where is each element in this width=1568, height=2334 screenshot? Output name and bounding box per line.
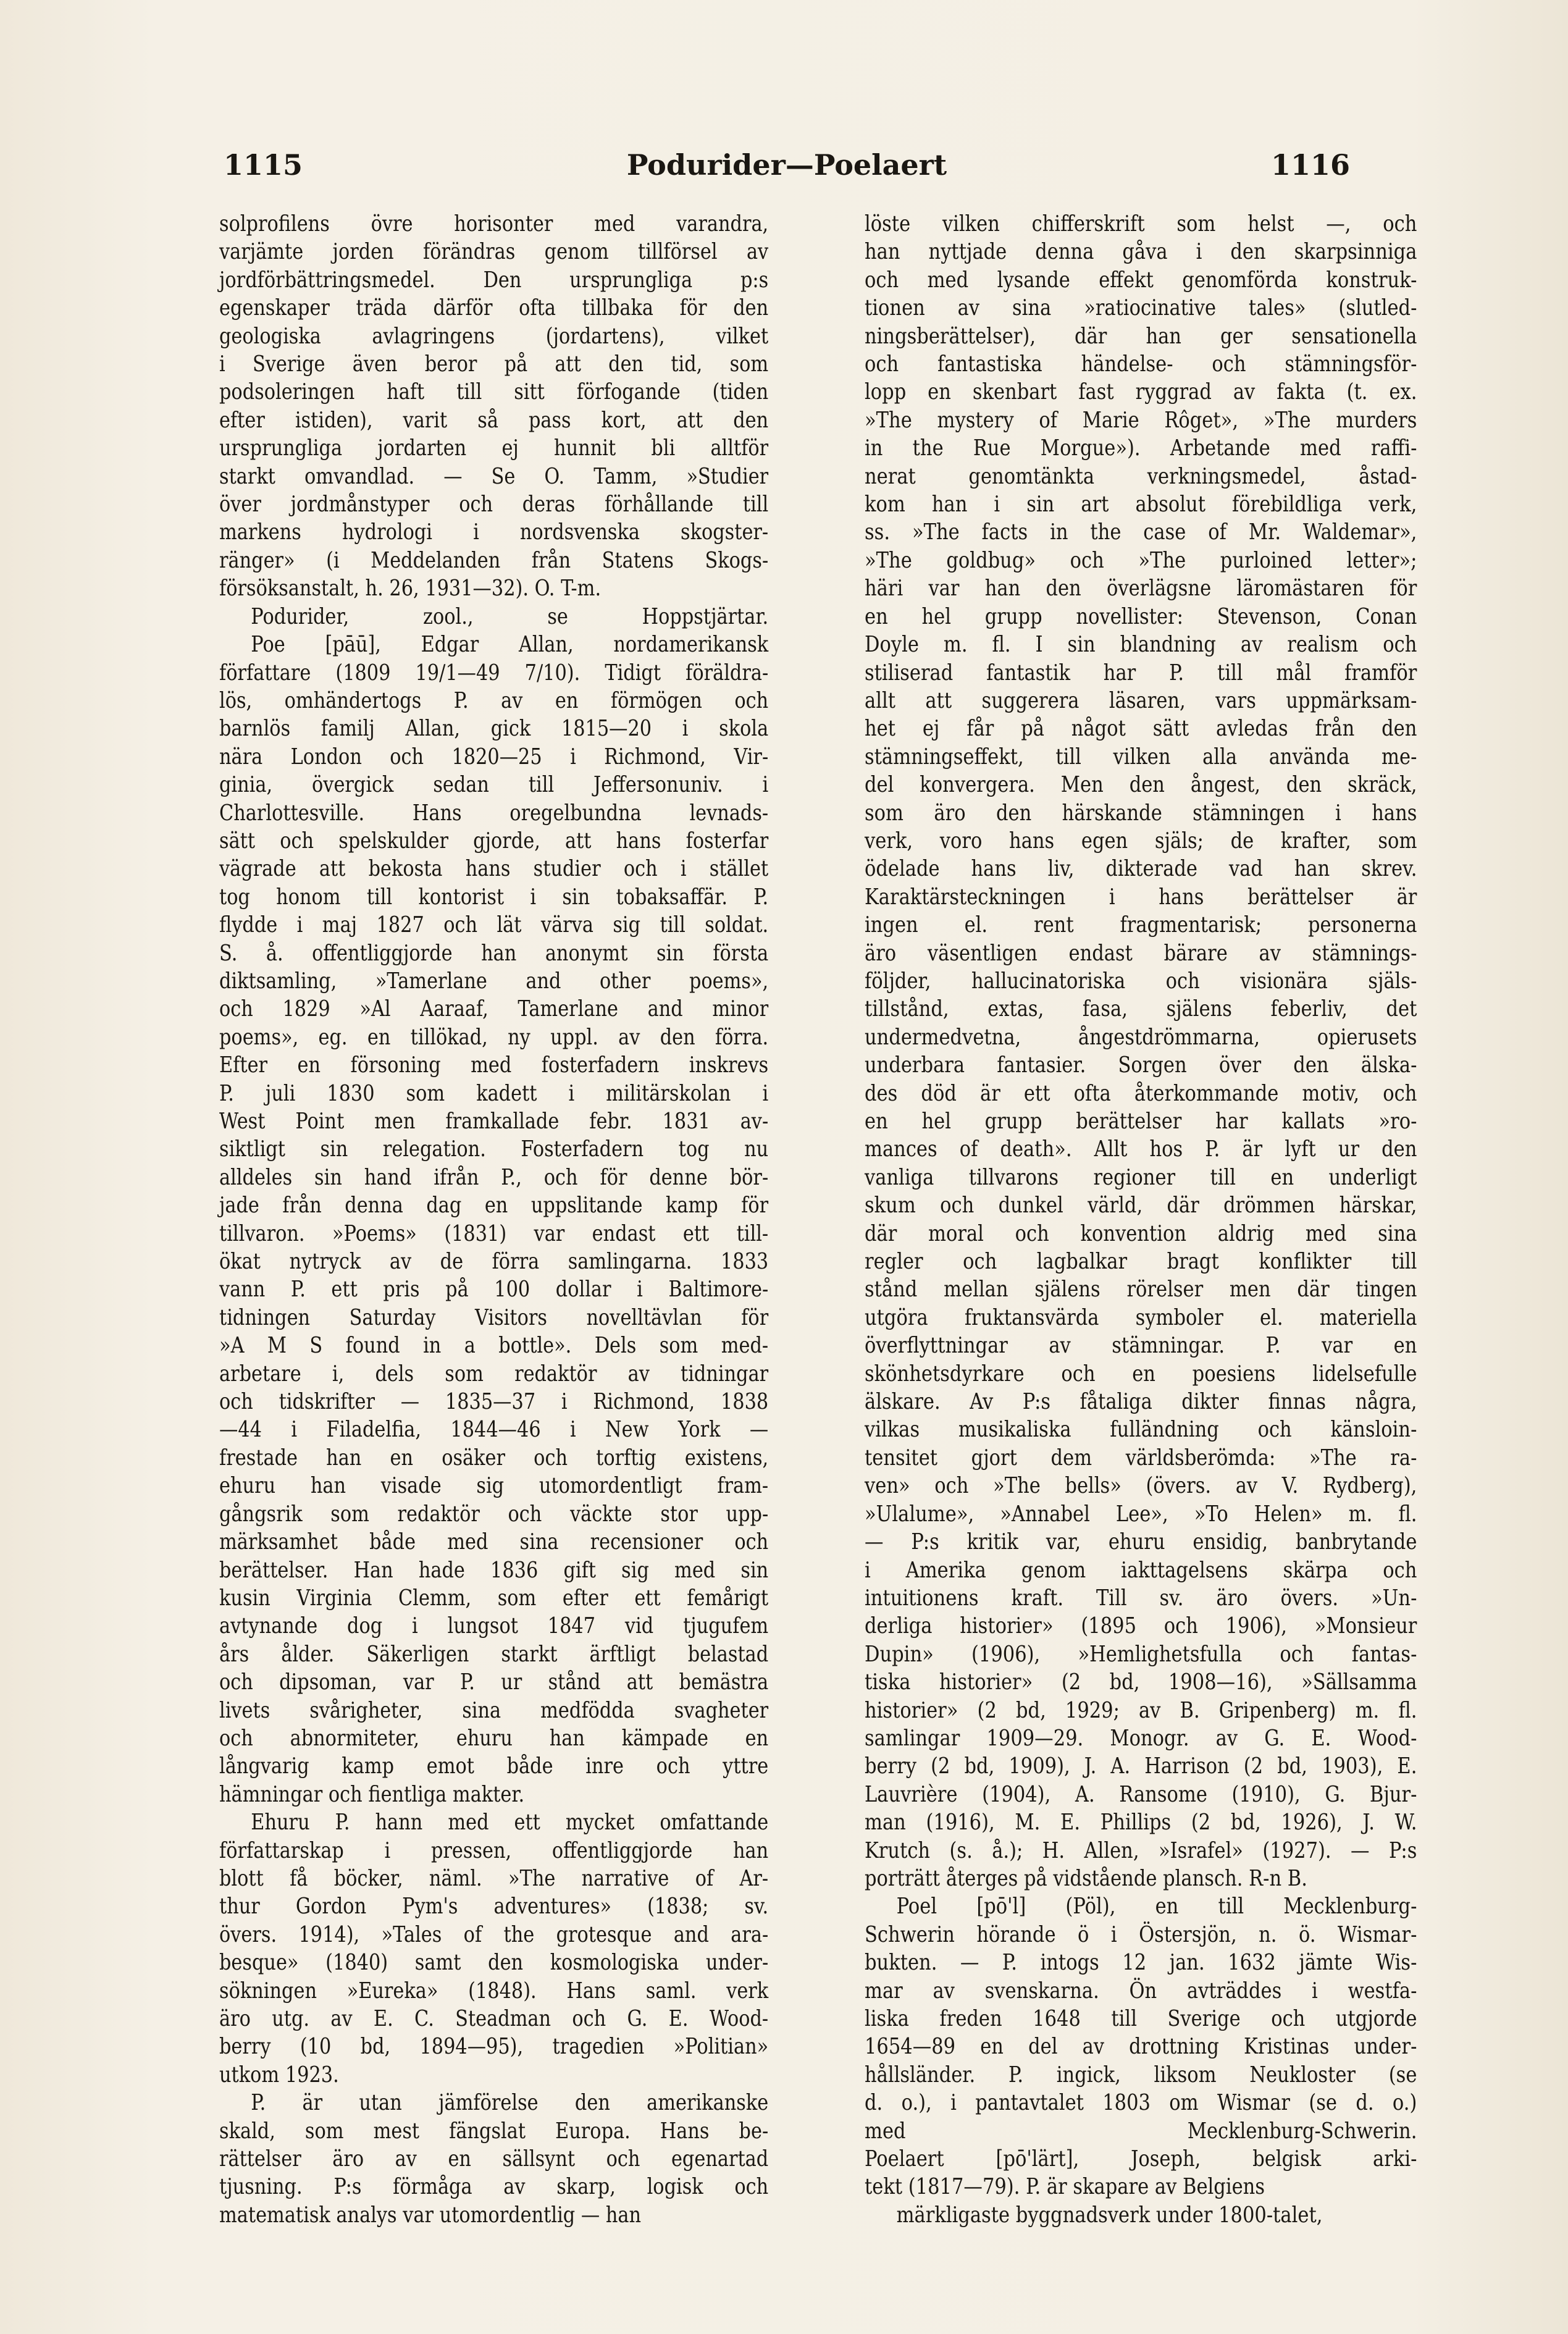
text-line: nerat genomtänkta verkningsmedel, åstad-	[865, 463, 1417, 489]
text-line: Krutch (s. å.); H. Allen, »Israfel» (1927). — P:s	[865, 1837, 1417, 1863]
text-line: Dupin» (1906), »Hemlighetsfulla och fantas-	[865, 1641, 1417, 1667]
text-line: utkom 1923.	[219, 2062, 339, 2088]
text-line: Ehuru P. hann med ett mycket omfattande	[251, 1810, 769, 1836]
text-line: »The mystery of Marie Rôget», »The murders	[865, 407, 1417, 433]
text-line: P. juli 1830 som kadett i militärskolan i	[219, 1080, 769, 1106]
text-line: man (1916), M. E. Phillips (2 bd, 1926), J. W.	[865, 1810, 1417, 1836]
text-line: undermedvetna, ångestdrömmarna, opierusets	[865, 1024, 1417, 1050]
text-line: liska freden 1648 till Sverige och utgjorde	[865, 2006, 1417, 2031]
text-line: flydde i maj 1827 och lät värva sig till soldat.	[219, 912, 769, 938]
text-line: blott få böcker, näml. »The narrative of Ar-	[219, 1865, 769, 1891]
text-line: rättelser äro av en sällsynt och egenartad	[219, 2146, 769, 2172]
text-line: märksamhet både med sina recensioner och	[219, 1529, 769, 1555]
text-line: mances of death». Allt hos P. är lyft ur den	[865, 1136, 1417, 1162]
left-column	[219, 210, 768, 2229]
text-line: utgöra fruktansvärda symboler el. materiella	[865, 1304, 1417, 1330]
text-line: ränger» (i Meddelanden från Statens Skogs-	[219, 547, 769, 573]
text-line: avtynande dog i lungsot 1847 vid tjugufem	[219, 1613, 769, 1639]
text-line: och abnormiteter, ehuru han kämpade en	[219, 1725, 769, 1751]
text-line: poems», eg. en tillökad, ny uppl. av den förra.	[219, 1024, 769, 1050]
text-line: mar av svenskarna. Ön avträddes i westfa-	[865, 1978, 1417, 2004]
text-line: berry (2 bd, 1909), J. A. Harrison (2 bd, 1903), E.	[865, 1753, 1417, 1779]
page-number-left: 1115	[224, 148, 303, 182]
text-line: en hel grupp novellister: Stevenson, Conan	[865, 603, 1417, 629]
text-line: häri var han den överlägsne läromästaren för	[865, 576, 1417, 602]
text-line: ss. »The facts in the case of Mr. Waldemar»,	[865, 519, 1417, 545]
text-line: alldeles sin hand ifrån P., och för denne bör-	[219, 1164, 769, 1190]
text-line: en hel grupp berättelser har kallats »ro-	[865, 1109, 1417, 1134]
text-line: del konvergera. Men den ångest, den skräck,	[865, 772, 1417, 798]
text-line: författare (1809 19/1—49 7/10). Tidigt föräldra-	[219, 660, 769, 686]
text-line: lopp en skenbart fast ryggrad av fakta (t. ex.	[865, 379, 1417, 405]
text-line: ginia, övergick sedan till Jeffersonuniv. i	[219, 772, 769, 798]
text-line: historier» (2 bd, 1929; av B. Gripenberg) m. fl.	[865, 1697, 1417, 1723]
text-line: lös, omhändertogs P. av en förmögen och	[219, 687, 769, 713]
text-line: barnlös familj Allan, gick 1815—20 i skola	[219, 716, 769, 742]
text-line: tionen av sina »ratiocinative tales» (slutled-	[865, 295, 1417, 321]
text-line: tillstånd, extas, fasa, själens feberliv, det	[865, 996, 1417, 1022]
text-line: han nyttjade denna gåva i den skarpsinniga	[865, 239, 1417, 265]
text-line: Efter en försoning med fosterfadern inskrevs	[219, 1052, 769, 1078]
text-line: Podurider, zool., se Hoppstjärtar.	[251, 603, 769, 629]
text-line: hållsländer. P. ingick, liksom Neukloster (se	[865, 2062, 1417, 2088]
text-line: bukten. — P. intogs 12 jan. 1632 jämte Wis-	[865, 1950, 1417, 1976]
text-line: Poe [pāū], Edgar Allan, nordamerikansk	[251, 632, 769, 658]
text-line: porträtt återges på vidstående plansch. R-n B.	[865, 1865, 1307, 1891]
text-line: tidningen Saturday Visitors novelltävlan för	[219, 1304, 769, 1330]
text-line: vanliga tillvarons regioner till en underligt	[865, 1164, 1417, 1190]
text-line: derliga historier» (1895 och 1906), »Monsieur	[865, 1613, 1417, 1639]
text-line: Lauvrière (1904), A. Ransome (1910), G. Bjur-	[865, 1781, 1417, 1807]
text-line: markens hydrologi i nordsvenska skogster-	[219, 519, 769, 545]
text-line: och 1829 »Al Aaraaf, Tamerlane and minor	[219, 996, 769, 1022]
text-line: — P:s kritik var, ehuru ensidig, banbrytande	[865, 1529, 1417, 1555]
text-line: tillvaron. »Poems» (1831) var endast ett till-	[219, 1220, 769, 1246]
text-line: egenskaper träda därför ofta tillbaka för den	[219, 295, 769, 321]
text-line: stiliserad fantastik har P. till mål framför	[865, 660, 1417, 686]
text-line: »The goldbug» och »The purloined letter»;	[865, 547, 1417, 573]
text-line: regler och lagbalkar bragt konflikter till	[865, 1249, 1417, 1275]
text-line: ökat nytryck av de förra samlingarna. 1833	[219, 1249, 769, 1275]
text-line: geologiska avlagringens (jordartens), vilket	[219, 323, 769, 349]
text-line: över jordmånstyper och deras förhållande till	[219, 492, 769, 518]
text-line: berry (10 bd, 1894—95), tragedien »Politian»	[219, 2034, 769, 2060]
text-line: arbetare i, dels som redaktör av tidningar	[219, 1361, 769, 1387]
text-line: matematisk analys var utomordentlig — han	[219, 2202, 642, 2228]
text-line: sökningen »Eureka» (1848). Hans saml. verk	[219, 1978, 769, 2004]
text-line: och tidskrifter — 1835—37 i Richmond, 1838	[219, 1389, 769, 1415]
text-line: West Point men framkallade febr. 1831 av-	[219, 1109, 769, 1134]
text-line: skönhetsdyrkare och en poesiens lidelsefulle	[865, 1361, 1417, 1387]
text-line: allt att suggerera läsaren, vars uppmärksam-	[865, 687, 1417, 713]
text-line: »Ulalume», »Annabel Lee», »To Helen» m. fl.	[865, 1501, 1417, 1527]
text-line: Charlottesville. Hans oregelbundna levnads-	[219, 800, 769, 826]
text-line: siktligt sin relegation. Fosterfadern tog nu	[219, 1136, 769, 1162]
text-line: överflyttningar av stämningar. P. var en	[865, 1333, 1417, 1359]
text-line: tog honom till kontorist i sin tobaksaffär. P.	[219, 884, 769, 910]
text-line: besque» (1840) samt den kosmologiska under-	[219, 1950, 769, 1976]
text-line: underbara fantasier. Sorgen över den älska-	[865, 1052, 1417, 1078]
text-line: och fantastiska händelse- och stämningsför-	[865, 351, 1417, 377]
text-line: S. å. offentliggjorde han anonymt sin första	[219, 940, 769, 966]
text-line: ehuru han visade sig utomordentligt fram-	[219, 1473, 769, 1499]
text-line: berättelser. Han hade 1836 gift sig med sin	[219, 1557, 769, 1583]
text-line: märkligaste byggnadsverk under 1800-talet,	[896, 2202, 1323, 2228]
text-line: des död är ett ofta återkommande motiv, och	[865, 1080, 1417, 1106]
page-header	[217, 148, 1356, 198]
page-number-right: 1116	[1270, 148, 1350, 182]
text-line: författarskap i pressen, offentliggjorde han	[219, 1837, 769, 1863]
text-line: nära London och 1820—25 i Richmond, Vir-	[219, 744, 769, 770]
text-line: vilkas musikaliska fulländning och känsloin-	[865, 1417, 1417, 1443]
text-line: intuitionens kraft. Till sv. äro övers. »Un-	[865, 1585, 1417, 1611]
text-line: ursprungliga jordarten ej hunnit bli alltför	[219, 435, 769, 461]
text-line: het ej får på något sätt avledas från den	[865, 716, 1417, 742]
text-line: skald, som mest fängslat Europa. Hans be-	[219, 2118, 769, 2144]
right-column	[865, 210, 1417, 2229]
text-line: verk, voro hans egen själs; de krafter, som	[865, 828, 1417, 854]
text-line: samlingar 1909—29. Monogr. av G. E. Wood-	[865, 1725, 1417, 1751]
text-line: långvarig kamp emot både inre och yttre	[219, 1753, 769, 1779]
text-line: ödelade hans liv, dikterade vad han skrev.	[865, 856, 1417, 882]
text-line: hämningar och fientliga makter.	[219, 1781, 525, 1807]
running-title: Podurider—Poelaert	[626, 148, 947, 182]
text-line: vägrade att bekosta hans studier och i stället	[219, 856, 769, 882]
text-line: ven» och »The bells» (övers. av V. Rydberg),	[865, 1473, 1417, 1499]
text-line: vann P. ett pris på 100 dollar i Baltimore-	[219, 1277, 769, 1303]
text-line: thur Gordon Pym's adventures» (1838; sv.	[219, 1894, 769, 1920]
text-line: Karaktärsteckningen i hans berättelser är	[865, 884, 1417, 910]
text-line: Schwerin hörande ö i Östersjön, n. ö. Wismar-	[865, 1921, 1417, 1947]
text-line: livets svårigheter, sina medfödda svagheter	[219, 1697, 769, 1723]
text-line: där moral och konvention aldrig med sina	[865, 1220, 1417, 1246]
text-line: stämningseffekt, till vilken alla använda me-	[865, 744, 1417, 770]
text-line: d. o.), i pantavtalet 1803 om Wismar (se d. o.)	[865, 2090, 1417, 2116]
text-line: med Mecklenburg-Schwerin.	[865, 2118, 1417, 2144]
text-line: stånd mellan själens rörelser men där tingen	[865, 1277, 1417, 1303]
text-line: övers. 1914), »Tales of the grotesque and ara-	[219, 1921, 769, 1947]
text-line: frestade han en osäker och torftig existens,	[219, 1445, 769, 1471]
text-line: ningsberättelser), där han ger sensationella	[865, 323, 1417, 349]
text-line: gångsrik som redaktör och väckte stor upp-	[219, 1501, 769, 1527]
text-line: tekt (1817—79). P. är skapare av Belgiens	[865, 2174, 1265, 2200]
text-line: Poel [pō'l] (Pöl), en till Mecklenburg-	[896, 1894, 1417, 1920]
text-line: kusin Virginia Clemm, som efter ett femårigt	[219, 1585, 769, 1611]
text-line: —44 i Filadelfia, 1844—46 i New York —	[219, 1417, 769, 1443]
text-line: och med lysande effekt genomförda konstruk-	[865, 267, 1417, 293]
text-line: ingen el. rent fragmentarisk; personerna	[865, 912, 1417, 938]
text-line: tiska historier» (2 bd, 1908—16), »Sällsamma	[865, 1669, 1417, 1695]
text-line: varjämte jorden förändras genom tillförsel av	[219, 239, 769, 265]
text-line: älskare. Av P:s fåtaliga dikter finnas några,	[865, 1389, 1417, 1415]
text-line: »A M S found in a bottle». Dels som med-	[219, 1333, 769, 1359]
text-line: som äro den härskande stämningen i hans	[865, 800, 1417, 826]
text-line: jade från denna dag en uppslitande kamp för	[219, 1193, 769, 1219]
text-line: i Amerika genom iakttagelsens skärpa och	[865, 1557, 1417, 1583]
text-line: äro utg. av E. C. Steadman och G. E. Wood-	[219, 2006, 769, 2031]
text-line: in the Rue Morgue»). Arbetande med raffi-	[865, 435, 1417, 461]
text-line: podsoleringen haft till sitt förfogande (tiden	[219, 379, 769, 405]
text-line: och dipsoman, var P. ur stånd att bemästra	[219, 1669, 769, 1695]
text-line: löste vilken chifferskrift som helst —, och	[865, 211, 1417, 237]
text-line: kom han i sin art absolut förebildliga verk,	[865, 492, 1417, 518]
text-line: efter istiden), varit så pass kort, att den	[219, 407, 769, 433]
text-line: tensitet gjort dem världsberömda: »The ra-	[865, 1445, 1417, 1471]
text-line: sätt och spelskulder gjorde, att hans fosterfar	[219, 828, 769, 854]
text-line: starkt omvandlad. — Se O. Tamm, »Studier	[219, 463, 769, 489]
text-line: jordförbättringsmedel. Den ursprungliga p:s	[219, 267, 769, 293]
text-line: i Sverige även beror på att den tid, som	[219, 351, 769, 377]
text-line: tjusning. P:s förmåga av skarp, logisk och	[219, 2174, 769, 2200]
text-line: 1654—89 en del av drottning Kristinas under-	[865, 2034, 1417, 2060]
text-line: följder, hallucinatoriska och visionära själs-	[865, 968, 1417, 994]
text-line: diktsamling, »Tamerlane and other poems»,	[219, 968, 769, 994]
text-line: Doyle m. fl. I sin blandning av realism och	[865, 632, 1417, 658]
text-line: Poelaert [pō'lärt], Joseph, belgisk arki-	[865, 2146, 1417, 2172]
text-line: solprofilens övre horisonter med varandra,	[219, 211, 769, 237]
text-line: års ålder. Säkerligen starkt ärftligt belastad	[219, 1641, 769, 1667]
text-line: P. är utan jämförelse den amerikanske	[251, 2090, 769, 2116]
text-line: skum och dunkel värld, där drömmen härskar,	[865, 1193, 1417, 1219]
text-line: försöksanstalt, h. 26, 1931—32). O. T-m.	[219, 576, 602, 602]
text-line: äro väsentligen endast bärare av stämnings-	[865, 940, 1417, 966]
